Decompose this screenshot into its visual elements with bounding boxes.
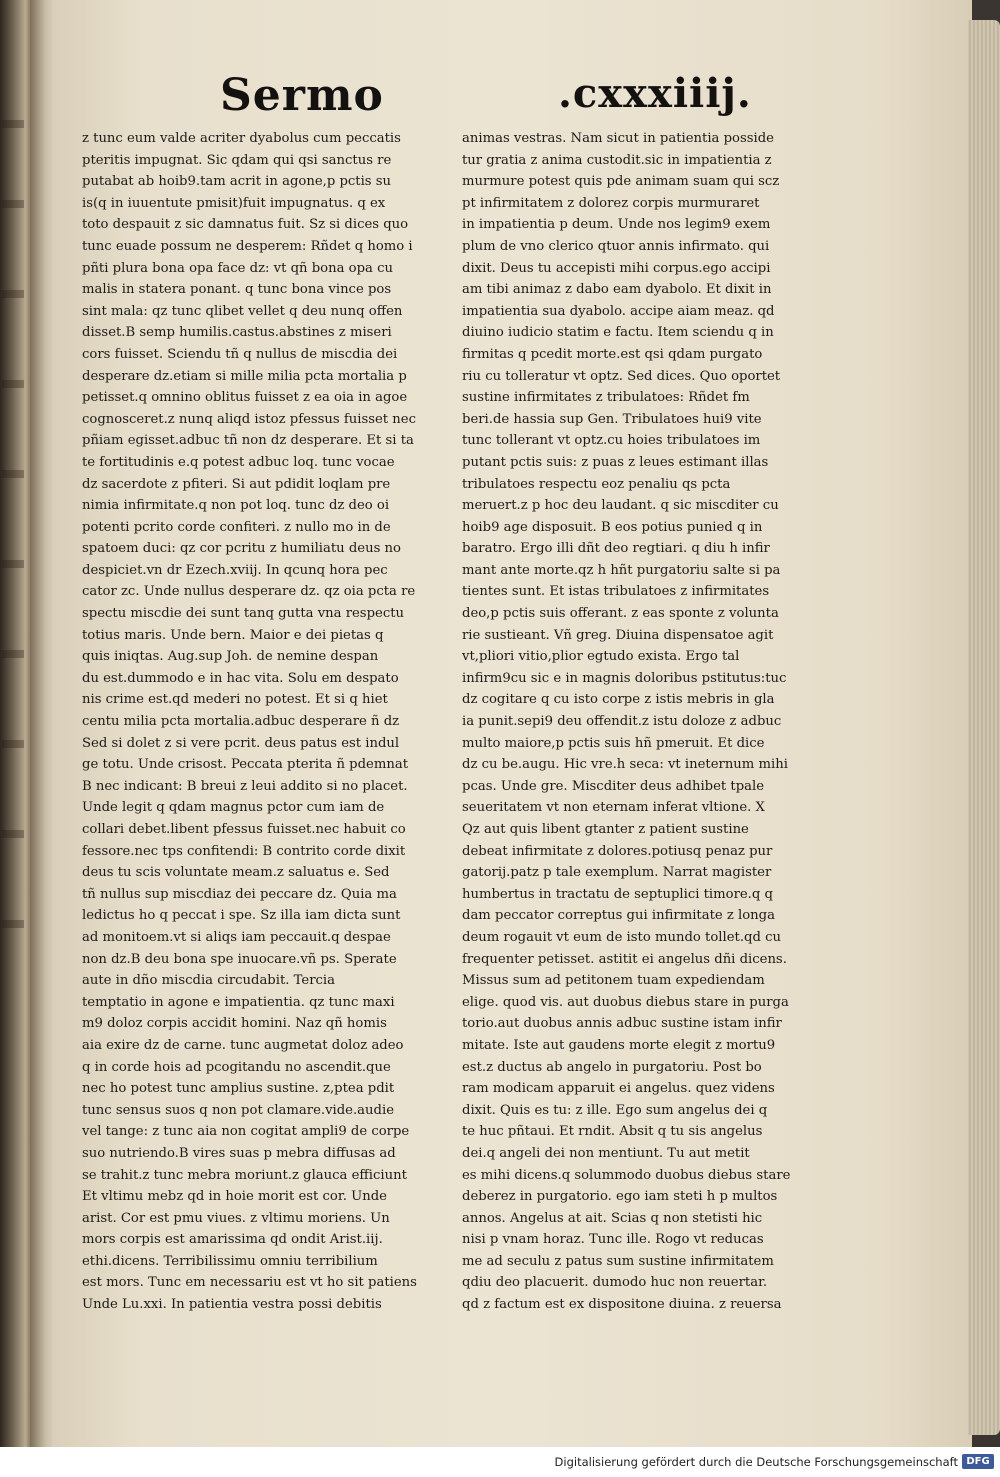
text-line: B nec indicant: B breui z leui addito si no placet. (82, 778, 408, 794)
text-line: te huc pñtaui. Et rndit. Absit q tu sis angelus (462, 1124, 763, 1140)
text-line: z tunc eum valde acriter dyabolus cum peccatis (82, 131, 401, 146)
text-line: nimia infirmitate.q non pot loq. tunc dz deo oi (82, 498, 390, 514)
text-line: disset.B semp humilis.castus.abstines z miseri (82, 325, 392, 341)
text-line: qdiu deo placuerit. dumodo huc non reuertar. (462, 1275, 768, 1291)
text-line: se trahit.z tunc mebra moriunt.z glauca efficiunt (82, 1167, 407, 1183)
running-header-sermo: Sermo (220, 70, 384, 121)
text-line: ram modicam apparuit ei angelus. quez videns (462, 1081, 775, 1097)
text-line: non dz.B deu bona spe inuocare.vñ ps. Sperate (82, 951, 397, 967)
text-line: tñ nullus sup miscdiaz dei peccare dz. Quia ma (82, 886, 397, 902)
text-line: qd z factum est ex dispositone diuina. z reuersa (462, 1297, 782, 1313)
text-line: dixit. Deus tu accepisti mihi corpus.ego accipi (462, 260, 771, 276)
text-line: diuino iudicio statim e factu. Item sciendu q in (462, 325, 774, 341)
text-line: seueritatem vt non eternam inferat vltione. X (462, 800, 765, 816)
text-line: multo maiore,p pctis suis hñ pmeruit. Et dice (462, 735, 765, 751)
text-line: du est.dummodo e in hac vita. Solu em despato (82, 670, 399, 686)
text-line: Et vltimu mebz qd in hoie morit est cor. Unde (82, 1189, 387, 1205)
text-line: cator zc. Unde nullus desperare dz. qz oia pcta re (82, 584, 416, 600)
text-line: vt,pliori vitio,plior egtudo exista. Ergo tal (462, 649, 740, 665)
text-line: aute in dño miscdia circudabit. Tercia (82, 973, 335, 989)
text-line: spectu miscdie dei sunt tanq gutta vna respectu (82, 606, 404, 622)
right-text-column (462, 128, 822, 1316)
text-line: centu milia pcta mortalia.adbuc desperare ñ dz (82, 714, 400, 730)
text-line: petisset.q omnino oblitus fuisset z ea oia in agoe (82, 390, 408, 406)
text-line: pt infirmitatem z dolorez corpis murmuraret (462, 195, 760, 211)
dfg-logo: DFG (962, 1454, 994, 1469)
text-line: spatoem duci: qz cor pcritu z humiliatu deus no (82, 541, 401, 557)
text-line: Unde legit q qdam magnus pctor cum iam de (82, 800, 385, 816)
text-line: me ad seculu z patus sum sustine infirmitatem (462, 1253, 774, 1269)
text-line: dixit. Quis es tu: z ille. Ego sum angelus dei q (462, 1102, 768, 1118)
text-line: desperare dz.etiam si mille milia pcta mortalia p (82, 368, 407, 384)
text-line: dz sacerdote z pfiteri. Si aut pdidit loqlam pre (82, 476, 391, 492)
text-line: deum rogauit vt eum de isto mundo tollet.qd cu (462, 929, 781, 945)
text-line: frequenter petisset. astitit ei angelus dñi dicens. (462, 951, 787, 967)
text-line: elige. quod vis. aut duobus diebus stare in purga (462, 994, 789, 1010)
text-line: malis in statera ponant. q tunc bona vince pos (82, 282, 392, 298)
text-line: ge totu. Unde crisost. Peccata pterita ñ pdemnat (82, 757, 408, 773)
text-line: despiciet.vn dr Ezech.xviij. In qcunq hora pec (82, 562, 388, 578)
text-line: pñiam egisset.adbuc tñ non dz desperare. Et si ta (82, 433, 414, 449)
left-page-edge (0, 0, 30, 1447)
text-line: mors corpis est amarissima qd ondit Arist.iij. (82, 1232, 383, 1248)
folio-number: .cxxxiiij. (558, 70, 752, 117)
text-line: collari debet.libent pfessus fuisset.nec habuit co (82, 822, 406, 837)
text-line: dz cu be.augu. Hic vre.h seca: vt ineternum mihi (462, 757, 788, 773)
text-line: tunc sensus suos q non pot clamare.vide.audie (82, 1102, 394, 1118)
text-line: rie sustieant. Vñ greg. Diuina dispensatoe agit (462, 627, 774, 643)
text-line: putant pctis suis: z puas z leues estimant illas (462, 454, 769, 470)
text-line: meruert.z p hoc deu laudant. q sic miscditer cu (462, 498, 779, 514)
text-line: Qz aut quis libent gtanter z patient sustine (462, 822, 749, 837)
text-line: fessore.nec tps confitendi: B contrito corde dixit (82, 843, 406, 859)
text-line: aia exire dz de carne. tunc augmetat doloz adeo (82, 1037, 404, 1053)
text-line: ad monitoem.vt si aliqs iam peccauit.q despae (82, 929, 391, 945)
text-line: impatientia sua dyabolo. accipe aiam meaz. qd (462, 303, 775, 319)
text-line: ia punit.sepi9 deu offendit.z istu doloze z adbuc (462, 714, 782, 730)
text-line: firmitas q pcedit morte.est qsi qdam purgato (462, 346, 763, 362)
text-line: es mihi dicens.q solummodo duobus diebus stare (462, 1167, 791, 1183)
funding-credit: Digitalisierung gefördert durch die Deutsche Forschungsgemeinschaft (554, 1455, 958, 1469)
text-line: suo nutriendo.B vires suas p mebra diffusas ad (82, 1145, 396, 1161)
text-line: tunc tollerant vt optz.cu hoies tribulatoes im (462, 433, 761, 449)
text-line: animas vestras. Nam sicut in patientia posside (462, 131, 774, 146)
text-line: ledictus ho q peccat i spe. Sz illa iam dicta sunt (82, 908, 401, 924)
text-line: cors fuisset. Sciendu tñ q nullus de miscdia dei (82, 346, 398, 362)
left-text-column (82, 128, 442, 1316)
text-line: plum de vno clerico qtuor annis infirmato. qui (462, 238, 770, 254)
text-line: tribulatoes respectu eoz penaliu qs pcta (462, 476, 731, 492)
text-line: beri.de hassia sup Gen. Tribulatoes hui9 vite (462, 411, 762, 427)
text-line: baratro. Ergo illi dñt deo regtiari. q diu h infir (462, 541, 770, 557)
text-line: gatorij.patz p tale exemplum. Narrat magister (462, 865, 772, 881)
text-line: sustine infirmitates z tribulatoes: Rñdet fm (462, 390, 750, 406)
text-line: torio.aut duobus annis adbuc sustine istam infir (462, 1016, 782, 1032)
text-line: Unde Lu.xxi. In patientia vestra possi debitis (82, 1297, 382, 1313)
text-line: putabat ab hoib9.tam acrit in agone,p pctis su (82, 174, 392, 190)
text-line: nec ho potest tunc amplius sustine. z,ptea pdit (82, 1081, 395, 1097)
text-line: hoib9 age disposuit. B eos potius punied q in (462, 519, 763, 535)
text-line: pteritis impugnat. Sic qdam qui qsi sanctus re (82, 152, 392, 168)
text-line: tunc euade possum ne desperem: Rñdet q homo i (82, 238, 413, 254)
text-line: debeat infirmitate z dolores.potiusq penaz pur (462, 843, 773, 859)
text-line: tur gratia z anima custodit.sic in impatientia z (462, 152, 772, 168)
text-line: q in corde hois ad pcogitandu no ascendit.que (82, 1059, 391, 1075)
text-line: vel tange: z tunc aia non cogitat ampli9 de corpe (82, 1124, 410, 1140)
text-line: tientes sunt. Et istas tribulatoes z infirmitates (462, 584, 770, 600)
text-line: cognosceret.z nunq aliqd istoz pfessus fuisset nec (82, 411, 416, 427)
text-line: riu cu tolleratur vt optz. Sed dices. Quo oportet (462, 368, 781, 384)
text-line: in impatientia p deum. Unde nos legim9 exem (462, 217, 771, 233)
text-line: deus tu scis voluntate meam.z saluatus e. Sed (82, 865, 390, 881)
text-line: is(q in iuuentute pmisit)fuit impugnatus. q ex (82, 195, 386, 211)
text-line: sint mala: qz tunc qlibet vellet q deu nunq offen (82, 303, 403, 319)
text-line: Sed si dolet z si vere pcrit. deus patus est indul (82, 735, 400, 751)
text-line: nis crime est.qd mederi no potest. Et si q hiet (82, 692, 388, 708)
text-line: est mors. Tunc em necessariu est vt ho sit patiens (82, 1275, 417, 1291)
text-line: te fortitudinis e.q potest adbuc loq. tunc vocae (82, 454, 395, 470)
text-line: annos. Angelus at ait. Scias q non stetisti hic (462, 1210, 763, 1226)
text-line: mant ante morte.qz h hñt purgatoriu salte si pa (462, 562, 781, 578)
text-line: totius maris. Unde bern. Maior e dei pietas q (82, 627, 384, 643)
text-line: dam peccator correptus gui infirmitate z longa (462, 908, 775, 924)
text-line: Missus sum ad petitonem tuam expediendam (462, 973, 765, 989)
text-line: mitate. Iste aut gaudens morte elegit z mortu9 (462, 1037, 776, 1053)
text-line: temptatio in agone e impatientia. qz tunc maxi (82, 994, 395, 1010)
text-line: pñti plura bona opa face dz: vt qñ bona opa cu (82, 260, 393, 276)
text-line: humbertus in tractatu de septuplici timore.q q (462, 886, 773, 902)
text-line: quis iniqtas. Aug.sup Joh. de nemine despan (82, 649, 379, 665)
text-line: arist. Cor est pmu viues. z vltimu moriens. Un (82, 1210, 390, 1226)
page-stack-edge (968, 20, 1000, 1435)
text-line: deberez in purgatorio. ego iam steti h p multos (462, 1189, 778, 1205)
text-line: est.z ductus ab angelo in purgatoriu. Post bo (462, 1059, 762, 1075)
text-line: pcas. Unde gre. Miscditer deus adhibet tpale (462, 778, 765, 794)
text-line: potenti pcrito corde confiteri. z nullo mo in de (82, 519, 391, 535)
text-line: deo,p pctis suis offerant. z eas sponte z volunta (462, 606, 779, 622)
text-line: dei.q angeli dei non mentiunt. Tu aut metit (462, 1145, 750, 1161)
text-line: nisi p vnam horaz. Tunc ille. Rogo vt reducas (462, 1232, 764, 1248)
text-line: murmure potest quis pde animam suam qui scz (462, 174, 780, 190)
digitization-footer (0, 1447, 1000, 1477)
text-line: dz cogitare q cu isto corpe z istis mebris in gla (462, 692, 775, 708)
text-line: ethi.dicens. Terribilissimu omniu terribilium (82, 1253, 378, 1269)
text-line: infirm9cu sic e in magnis doloribus pstitutus:tuc (462, 670, 787, 686)
text-line: toto despauit z sic damnatus fuit. Sz si dices quo (82, 217, 409, 233)
text-line: m9 doloz corpis accidit homini. Naz qñ homis (82, 1016, 387, 1032)
text-line: am tibi animaz z dabo eam dyabolo. Et dixit in (462, 282, 772, 298)
